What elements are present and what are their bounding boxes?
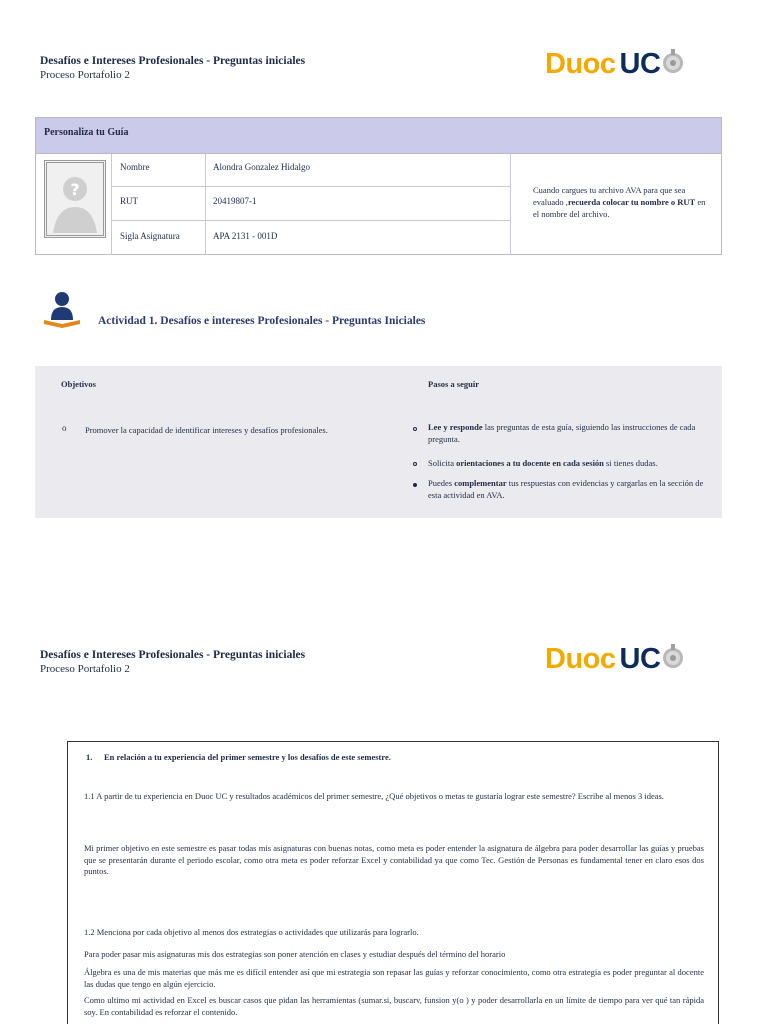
logo-text-duoc: Duoc: [545, 48, 616, 80]
question-1-1: 1.1 A partir de tu experiencia en Duoc UC y resultados académicos del primer semestre, ¿Qué objetivos o metas te gustaría lograr este semestre? Escribe al menos 3 ideas.: [84, 791, 664, 801]
user-silhouette-icon: [47, 163, 103, 235]
svg-text:?: ?: [70, 180, 80, 199]
person-reading-icon: [42, 290, 82, 330]
page-subtitle: Proceso Portafolio 2: [40, 663, 130, 675]
archivo-note: Cuando cargues tu archivo AVA para que sea evaluado ,recuerda colocar tu nombre o RUT en el nombre del archivo.: [533, 185, 706, 219]
questions-box: [67, 741, 719, 1024]
objetivos-box: [35, 366, 722, 518]
pasos-header: Pasos a seguir: [428, 379, 479, 389]
sigla-value[interactable]: APA 2131 - 001D: [213, 231, 278, 241]
step-bullet: [413, 462, 417, 466]
logo-text-uc: UC: [619, 48, 661, 80]
question-1-2: 1.2 Menciona por cada objetivo al menos dos estrategias o actividades que utilizarás para lograrlo.: [84, 927, 419, 937]
nombre-label: Nombre: [120, 162, 150, 172]
avatar-placeholder: [44, 160, 106, 238]
question-1-title: En relación a tu experiencia del primer semestre y los desafíos de este semestre.: [104, 752, 391, 762]
rut-label: RUT: [120, 196, 138, 206]
objetivos-header: Objetivos: [61, 379, 96, 389]
answer-1-2-para-1[interactable]: Para poder pasar mis asignaturas mis dos estrategias son poner atención en clases y estudiar después del término del horario: [84, 949, 506, 959]
duoc-uc-logo: [545, 48, 685, 81]
personaliza-guia-box: [35, 117, 722, 255]
seal-icon: [661, 47, 685, 77]
answer-1-1[interactable]: Mi primer objetivo en este semestre es pasar todas mis asignaturas con buenas notas, como meta es poder entender la asignatura de álgebra para poder desarrollar las guías y pruebas que se presentarán durante el periodo escolar, como otra meta es poder reforzar Excel y contabilidad ya que como Tec. Gestión de Personas es fundamental tener en claro esos dos puntos.: [84, 843, 704, 876]
page-title: Desafíos e Intereses Profesionales - Preguntas iniciales: [40, 649, 306, 661]
logo-text-uc: UC: [619, 643, 661, 675]
step-bullet: [413, 427, 417, 431]
objetivo-item: Promover la capacidad de identificar intereses y desafíos profesionales.: [85, 425, 328, 435]
step-item-1: Lee y responde las preguntas de esta guía, siguiendo las instrucciones de cada pregunta.: [428, 422, 696, 444]
nombre-value[interactable]: Alondra Gonzalez Hidalgo: [213, 162, 310, 172]
actividad-title: Actividad 1. Desafíos e intereses Profesionales - Preguntas Iniciales: [98, 315, 426, 327]
duoc-uc-logo: [545, 643, 685, 676]
step-item-2: Solicita orientaciones a tu docente en cada sesión si tienes dudas.: [428, 458, 658, 468]
answer-1-2-para-3[interactable]: Como ultimo mi actividad en Excel es buscar casos que pidan las herramientas (sumar.si, buscarv, funsion y(o ) y poder desarrollarla en un límite de tiempo para ver qué tan rápida soy. En contabilidad es reforzar el contenido.: [84, 995, 704, 1017]
question-1-number: 1.: [86, 752, 93, 762]
page-title: Desafíos e Intereses Profesionales - Preguntas iniciales: [40, 55, 306, 67]
sigla-label: Sigla Asignatura: [120, 231, 180, 241]
seal-icon: [661, 642, 685, 672]
logo-text-duoc: Duoc: [545, 643, 616, 675]
objetivo-bullet: o: [62, 423, 67, 433]
step-item-3: Puedes complementar tus respuestas con evidencias y cargarlas en la sección de esta actividad en AVA.: [428, 478, 704, 500]
step-bullet: [413, 483, 417, 487]
personaliza-header: Personaliza tu Guía: [36, 118, 721, 154]
page-subtitle: Proceso Portafolio 2: [40, 69, 130, 81]
answer-1-2-para-2[interactable]: Álgebra es una de mis materias que más me es difícil entender así que mi estrategia son repasar las guías y reforzar conocimiento, como otra estrategia es poder preguntar al docente las dudas que tengo en algún ejercicio.: [84, 967, 704, 989]
rut-value[interactable]: 20419807-1: [213, 196, 257, 206]
